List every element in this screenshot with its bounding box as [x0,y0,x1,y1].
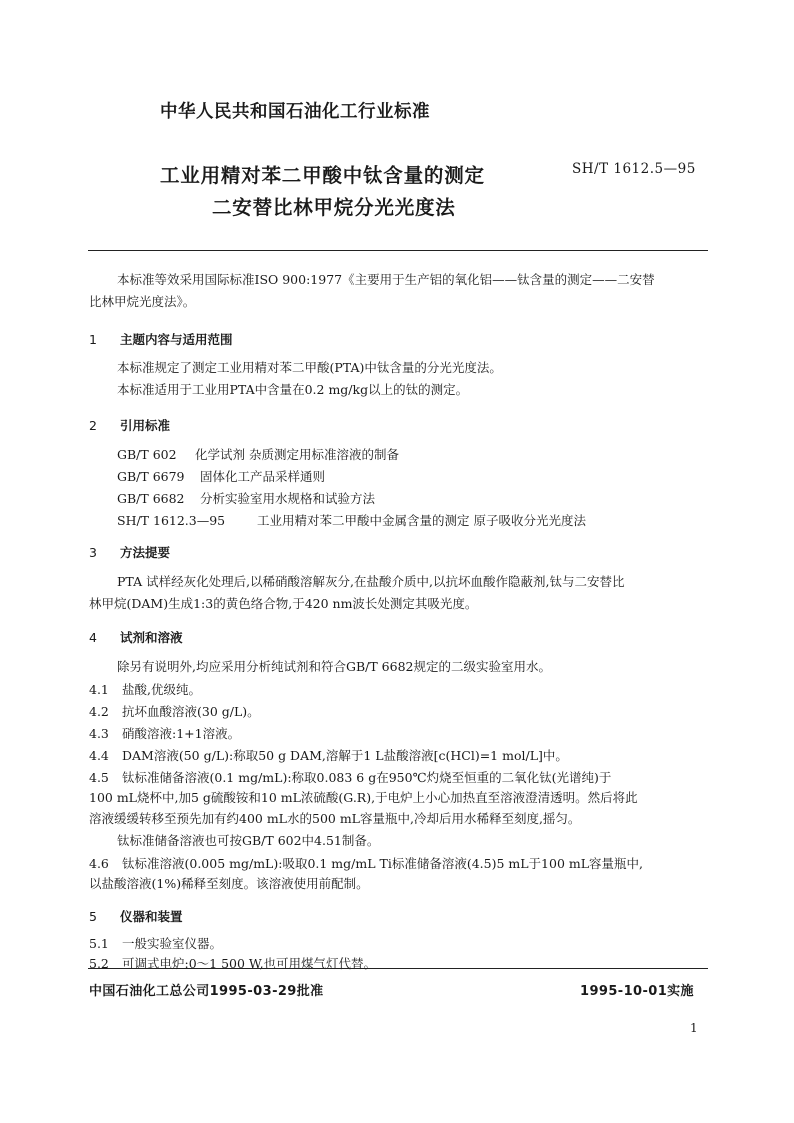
item-5-2 [89,954,376,972]
item-5-1 [89,934,222,952]
item-4-6 [89,854,643,872]
ref-code: GB/T 6682 [117,491,185,506]
document-title-line2: 二安替比林甲烷分光光度法 [212,196,456,219]
ref-title: 分析实验室用水规格和试验方法 [200,491,376,506]
item-number: 4.6 [89,856,109,871]
item-text: 抗坏血酸溶液(30 g/L)。 [122,704,260,719]
ref-item [117,489,375,507]
item-text: 钛标准储备溶液(0.1 mg/mL):称取0.083 6 g在950℃灼烧至恒重的二氧化钛(光谱纯)于 [122,770,612,785]
item-number: 4.2 [89,704,109,719]
document-title-line1: 工业用精对苯二甲酸中钛含量的测定 [160,164,485,187]
ref-item [117,445,399,463]
item-text: DAM溶液(50 g/L):称取50 g DAM,溶解于1 L盐酸溶液[c(HCl)=1 mol/L]中。 [122,748,568,763]
ref-item [117,467,325,485]
header-divider [88,250,708,251]
section1-number: 1 [89,332,97,347]
item-4-5-note: 钛标准储备溶液也可按GB/T 602中4.51制备。 [117,833,380,848]
item-4-3 [89,724,240,742]
section3-line1: PTA 试样经灰化处理后,以稀硝酸溶解灰分,在盐酸介质中,以抗坏血酸作隐蔽剂,钛与二安替比 [117,574,625,589]
item-4-2 [89,702,260,720]
section3-heading [89,543,170,561]
ref-code: GB/T 602 [117,447,177,462]
item-text: 盐酸,优级纯。 [122,682,201,697]
ref-code: GB/T 6679 [117,469,185,484]
section4-intro: 除另有说明外,均应采用分析纯试剂和符合GB/T 6682规定的二级实验室用水。 [117,659,551,674]
item-text: 可调式电炉:0～1 500 W,也可用煤气灯代替。 [122,956,377,971]
footer-divider [88,968,708,969]
foreword-line2: 比林甲烷光度法》。 [89,294,196,309]
item-text: 一般实验室仪器。 [122,936,223,951]
section4-title: 试剂和溶液 [120,630,183,645]
section1-para1: 本标准规定了测定工业用精对苯二甲酸(PTA)中钛含量的分光光度法。 [117,360,502,375]
foreword-line1: 本标准等效采用国际标准ISO 900:1977《主要用于生产铝的氧化铝——钛含量的测定——二安替 [117,272,655,287]
item-number: 4.5 [89,770,109,785]
section2-number: 2 [89,418,97,433]
item-number: 5.2 [89,956,109,971]
section2-heading [89,416,170,434]
item-4-5-line2: 100 mL烧杯中,加5 g硫酸铵和10 mL浓硫酸(G.R),于电炉上小心加热直至溶液澄清透明。然后将此 [89,790,638,805]
section5-number: 5 [89,909,97,924]
item-number: 4.1 [89,682,109,697]
item-4-6-line2: 以盐酸溶液(1%)稀释至刻度。该溶液使用前配制。 [89,876,369,891]
item-number: 4.4 [89,748,109,763]
section4-heading [89,628,183,646]
ref-title: 化学试剂 杂质测定用标准溶液的制备 [195,447,399,462]
section1-heading [89,330,233,348]
section3-number: 3 [89,545,97,560]
section4-number: 4 [89,630,97,645]
issuing-organization: 中华人民共和国石油化工行业标准 [160,102,430,122]
page-number: 1 [690,1021,698,1035]
standard-code: SH/T 1612.5—95 [572,161,696,177]
section1-para2: 本标准适用于工业用PTA中含量在0.2 mg/kg以上的钛的测定。 [117,382,469,397]
item-number: 4.3 [89,726,109,741]
section3-title: 方法提要 [120,545,171,560]
section5-title: 仪器和装置 [120,909,183,924]
section5-heading [89,907,183,925]
ref-title: 工业用精对苯二甲酸中金属含量的测定 原子吸收分光光度法 [257,513,586,528]
item-4-4 [89,746,568,764]
section1-title: 主题内容与适用范围 [120,332,233,347]
item-text: 硝酸溶液:1+1溶液。 [122,726,241,741]
item-number: 5.1 [89,936,109,951]
item-text: 钛标准溶液(0.005 mg/mL):吸取0.1 mg/mL Ti标准储备溶液(4.5)5 mL于100 mL容量瓶中, [122,856,643,871]
section3-line2: 林甲烷(DAM)生成1:3的黄色络合物,于420 nm波长处测定其吸光度。 [89,596,478,611]
item-4-1 [89,680,201,698]
item-4-5 [89,768,611,786]
ref-code: SH/T 1612.3—95 [117,513,226,528]
ref-item [117,511,586,529]
approval-line: 中国石油化工总公司1995-03-29批准 [89,984,324,999]
effective-date: 1995-10-01实施 [580,984,694,999]
section2-title: 引用标准 [120,418,171,433]
ref-title: 固体化工产品采样通则 [200,469,326,484]
item-4-5-line3: 溶液缓缓转移至预先加有约400 mL水的500 mL容量瓶中,冷却后用水稀释至刻度,摇匀。 [89,811,581,826]
